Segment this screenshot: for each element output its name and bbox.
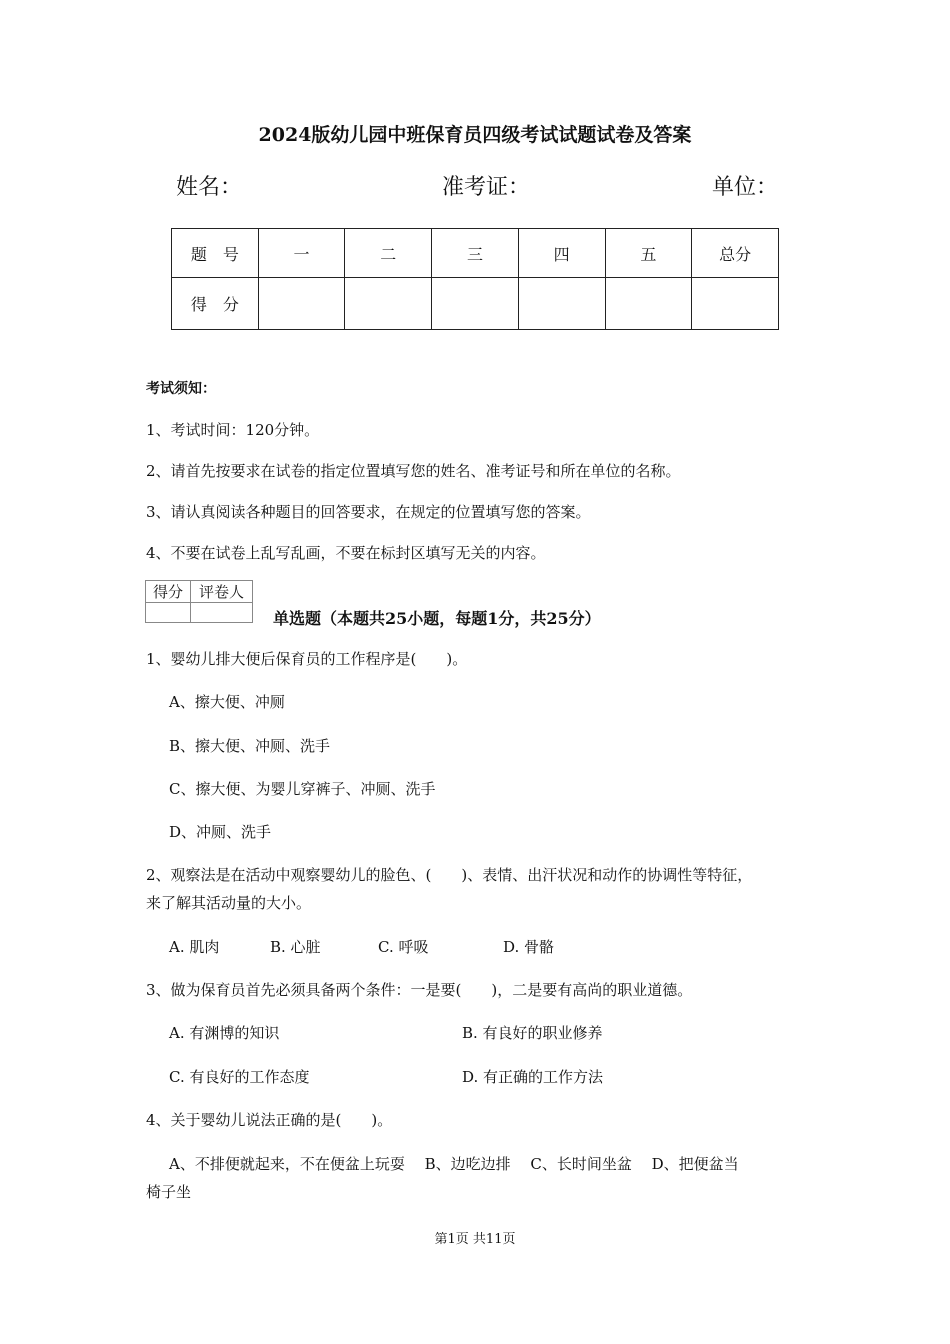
header-cell-total: 总分 [692,229,779,278]
exam-id-field-label: 准考证： [442,175,531,200]
note-item: 3、请认真阅读各种题目的回答要求，在规定的位置填写您的答案。 [146,503,591,521]
score-cell [345,278,432,330]
score-cell [258,278,345,330]
document-title: 2024版幼儿园中班保育员四级考试试题试卷及答案 [258,124,692,146]
question-2-stem-continued: 来了解其活动量的大小。 [146,894,312,912]
header-cell-5: 五 [605,229,692,278]
score-table [171,228,779,330]
question-4-options: A、不排便就起来，不在便盆上玩耍 B、边吃边排 C、长时间坐盆 D、把便盆当 [169,1155,739,1173]
score-table-score-row [172,278,779,330]
grader-reviewer-label: 评卷人 [191,581,253,603]
header-cell-question-no: 题 号 [172,229,259,278]
header-cell-3: 三 [432,229,519,278]
grader-box [145,580,253,623]
question-3-option-a: A. 有渊博的知识 [169,1024,280,1042]
grader-score-cell [146,603,191,623]
unit-field-label: 单位： [712,175,779,200]
question-2-stem: 2、观察法是在活动中观察婴幼儿的脸色、( )、表情、出汗状况和动作的协调性等特征， [146,866,753,884]
grader-reviewer-cell [191,603,253,623]
question-3-stem: 3、做为保育员首先必须具备两个条件：一是要( )，二是要有高尚的职业道德。 [146,981,693,999]
score-table-header-row [172,229,779,278]
note-item: 1、考试时间：120分钟。 [146,421,320,439]
score-cell [692,278,779,330]
note-item: 4、不要在试卷上乱写乱画，不要在标封区填写无关的内容。 [146,544,546,562]
grader-score-label: 得分 [146,581,191,603]
name-field-label: 姓名： [176,175,243,200]
score-row-label: 得 分 [172,278,259,330]
question-4-stem: 4、关于婴幼儿说法正确的是( )。 [146,1111,393,1129]
question-1-option-c: C、擦大便、为婴儿穿裤子、冲厕、洗手 [169,780,436,798]
score-cell [518,278,605,330]
question-2-option-d: D. 骨骼 [503,938,555,956]
question-1-option-a: A、擦大便、冲厕 [169,693,285,711]
question-3-option-c: C. 有良好的工作态度 [169,1068,310,1086]
question-2-option-b: B. 心脏 [270,938,321,956]
header-cell-1: 一 [258,229,345,278]
header-cell-4: 四 [518,229,605,278]
question-1-option-d: D、冲厕、洗手 [169,823,272,841]
question-3-option-b: B. 有良好的职业修养 [462,1024,603,1042]
question-1-option-b: B、擦大便、冲厕、洗手 [169,737,331,755]
exam-notes-title: 考试须知： [146,381,216,397]
question-2-option-c: C. 呼吸 [378,938,429,956]
page-footer: 第1页 共11页 [434,1232,516,1247]
question-4-options-continued: 椅子坐 [146,1183,192,1201]
section-heading: 单选题（本题共25小题，每题1分，共25分） [273,609,601,628]
question-1-stem: 1、婴幼儿排大便后保育员的工作程序是( )。 [146,650,468,668]
question-3-option-d: D. 有正确的工作方法 [462,1068,604,1086]
score-cell [605,278,692,330]
note-item: 2、请首先按要求在试卷的指定位置填写您的姓名、准考证号和所在单位的名称。 [146,462,681,480]
header-cell-2: 二 [345,229,432,278]
question-2-option-a: A. 肌肉 [169,938,220,956]
score-cell [432,278,519,330]
